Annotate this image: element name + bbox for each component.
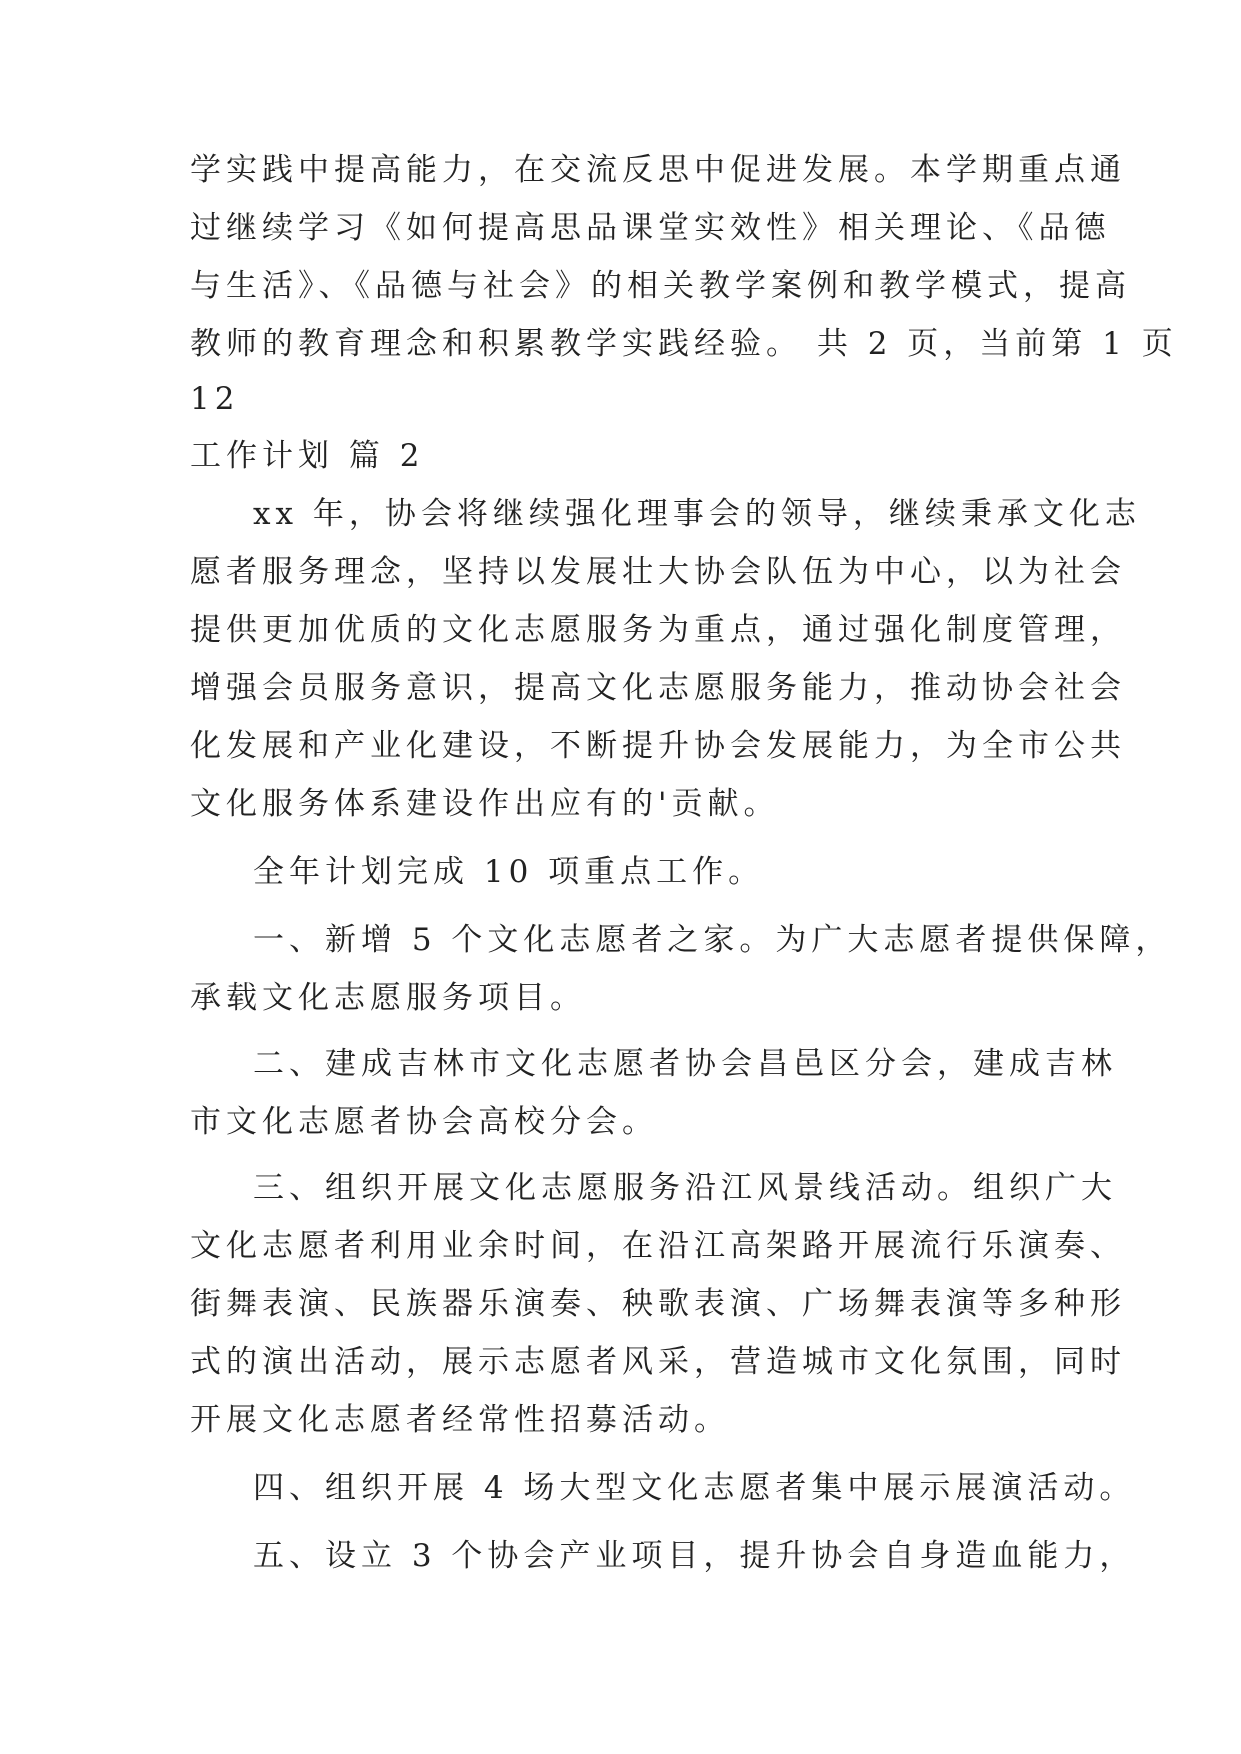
list-item-line: 四、组织开展 4 场大型文化志愿者集中展示展演活动。 (253, 1470, 1136, 1506)
paragraph-line: xx 年，协会将继续强化理事会的领导，继续秉承文化志 (253, 496, 1141, 532)
paragraph-line: 增强会员服务意识，提高文化志愿服务能力，推动协会社会 (190, 670, 1126, 706)
list-item-line: 二、建成吉林市文化志愿者协会昌邑区分会，建成吉林 (253, 1046, 1117, 1082)
list-item-line: 五、设立 3 个协会产业项目，提升协会自身造血能力， (253, 1538, 1136, 1574)
paragraph-line: 化发展和产业化建设，不断提升协会发展能力，为全市公共 (190, 728, 1126, 764)
paragraph-line: 愿者服务理念，坚持以发展壮大协会队伍为中心，以为社会 (190, 554, 1126, 590)
paragraph-line: 全年计划完成 10 项重点工作。 (253, 854, 765, 890)
list-item-line: 开展文化志愿者经常性招募活动。 (190, 1402, 730, 1438)
text-line: 教师的教育理念和积累教学实践经验。 共 2 页，当前第 1 页 (190, 326, 1178, 362)
page-number: 12 (190, 381, 240, 417)
list-item-line: 市文化志愿者协会高校分会。 (190, 1104, 658, 1140)
list-item-line: 一、新增 5 个文化志愿者之家。为广大志愿者提供保障， (253, 922, 1172, 958)
text-line: 与生活》、《品德与社会》的相关教学案例和教学模式，提高 (190, 268, 1131, 304)
section-heading: 工作计划 篇 2 (190, 438, 425, 474)
text-line: 过继续学习《如何提高思品课堂实效性》相关理论、《品德 (190, 210, 1111, 246)
list-item-line: 三、组织开展文化志愿服务沿江风景线活动。组织广大 (253, 1170, 1117, 1206)
list-item-line: 承载文化志愿服务项目。 (190, 980, 586, 1016)
text-line: 学实践中提高能力，在交流反思中促进发展。本学期重点通 (190, 152, 1126, 188)
paragraph-line: 文化服务体系建设作出应有的'贡献。 (190, 786, 780, 822)
paragraph-line: 提供更加优质的文化志愿服务为重点，通过强化制度管理， (190, 612, 1126, 648)
list-item-line: 式的演出活动，展示志愿者风采，营造城市文化氛围，同时 (190, 1344, 1126, 1380)
list-item-line: 文化志愿者利用业余时间，在沿江高架路开展流行乐演奏、 (190, 1228, 1126, 1264)
list-item-line: 街舞表演、民族器乐演奏、秧歌表演、广场舞表演等多种形 (190, 1286, 1126, 1322)
